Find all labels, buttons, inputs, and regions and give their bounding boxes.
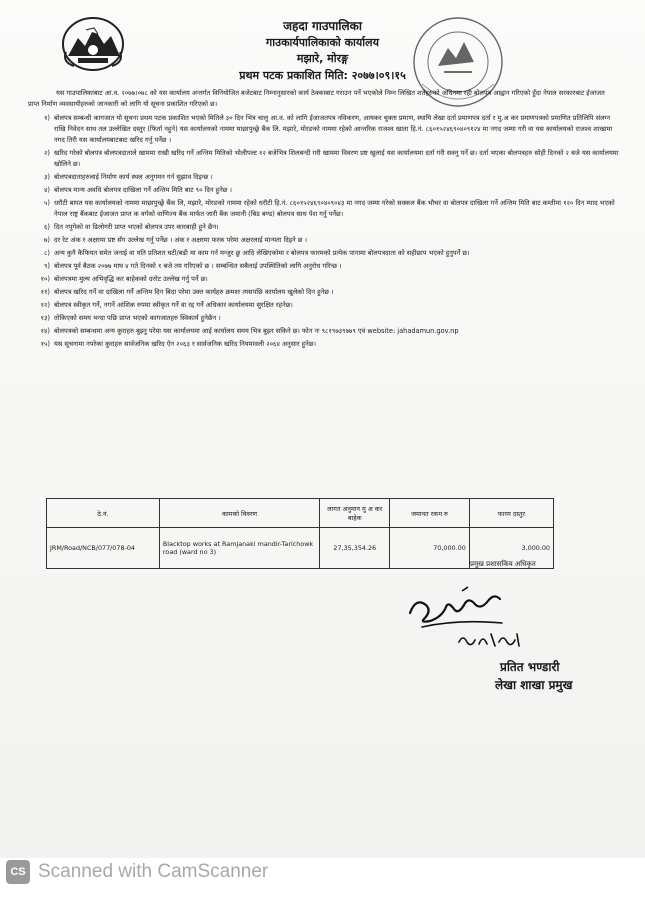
condition-text: अन्य कुनै कैफियत समेत जनाई वा यति प्रतिशत घटी/बढी मा काम गर्न मन्जुर छु आदि लेखिएकोमा र बोलपत्र फारमको प्रत्येक पानामा बोलपत्रदाता को सहीछाप भएको हुनुपर्ने छ। [54, 249, 470, 257]
condition-text: बोलपत्र स्वीकृत गर्ने, नगर्ने आंशिक रुपमा स्वीकृत गर्ने वा रद्द गर्ने अधिकार कार्यालयमा सुरक्षित रहनेछ। [54, 301, 293, 309]
condition-text: धरौटी बापत यस कार्यालयको नाममा माछापुच्छ्रे बैंक लि, मझारे, मोरङको नाममा रहेको धरौटी हि.नं. ८६०१५२४६९०४०९०४३ मा नगद जम्मा गरेको सक्कल बैंक भौचर वा बोलपत्र दाखिला गर्ने अन्तिम मिति बाट कम्तीमा १२० दिन म्याद भएको नेपाल राष्ट्र बैंकबाट ईजाजत प्राप्त क वर्गको वाणिज्य बैंक मार्फत जारी बैंक जमानी (बिड बण्ड) बोलपत्र साथ पेश गर्नु पर्नेछ। [54, 199, 615, 218]
cell-description: Blacktop works at Ramjanaki mandir-Tarichowk road (ward no 3) [159, 528, 319, 569]
condition-item [28, 313, 620, 324]
condition-text: बोलपत्र पूर्व बैठक २०७७ माघ ४ गते दिनको १ बजे तय गरिएको छ । सम्बन्धित सबैलाई उपस्थितिको लागि अनुरोध गरिन्छ । [54, 262, 342, 270]
condition-item [28, 222, 620, 233]
table-header-row [47, 499, 554, 528]
condition-item [28, 274, 620, 285]
condition-text: खरिद गरेको बोलपत्र बोलपत्रदाताले खाममा राखी खरिद गर्ने अन्तिम मितिको भोलीपल्ट १२ बजेभित्र शिलबन्दी गरी खाममा विवरण प्रष्ट खुलाई यस कार्यालयमा दर्ता गरी सक्नु पर्ने छ। दर्ता भएका बोलपत्रहरु सोही दिनको २ बजे यस कार्यालयमा खोलिने छ। [54, 149, 619, 168]
condition-number: १२) [40, 301, 50, 309]
conditions-list [28, 113, 620, 352]
cell-fee: 3,000.00 [469, 528, 553, 569]
condition-text: बोलपत्र सम्बन्धी कागजात यो सूचना प्रथम पटक प्रकाशित भएको मितिले ३० दिन भित्र चालु आ.व. को लागि ईजाजतपत्र नविकरण, आयकर चुक्ता प्रमाण, स्थायि लेखा दर्ता प्रमाणपत्र दर्ता र मु.अ कर प्रमाणपत्रको प्रमाणित प्रतिलिपि संलग्न राखि निवेदन साथ तल उल्लेखित दस्तुर (फिर्ता नहुने) यस कार्यालयको नाममा माछापुच्छ्रे बैंक लि. मझारे, मोरङको नाममा रहेको आन्तरिक राजश्व खाता हि.नं. ८६०१५२४६९०४०९१२४ मा नगद जम्मा गरी वा यस कार्यालयको राजश्व शाखामा नगद तिरी यस कार्यालयबाटबाट खरिद गर्नु पर्नेछ । [54, 114, 613, 144]
condition-item [28, 287, 620, 298]
condition-text: बोलपत्रमा मुल्य अभिवृद्धि कर बाहेकको दररेट उल्लेख गर्नु पर्ने छ। [54, 275, 208, 283]
condition-number: ८) [43, 249, 50, 257]
scanner-watermark-text: Scanned with CamScanner [38, 861, 269, 882]
condition-item [28, 339, 620, 350]
condition-item [28, 113, 620, 146]
condition-item [28, 300, 620, 311]
condition-text: बोलपत्र खरिद गर्ने वा दाखिला गर्ने अन्तिम दिन बिदा परेमा उक्त कार्यहरु क्रमशः त्यसपछि कार्यालय खुलेको दिन हुनेछ । [54, 288, 334, 296]
office-address: मझारे, मोरङ्ग [296, 52, 349, 65]
col-header-security: जमानत रकम रु [390, 499, 469, 528]
condition-text: बोलपत्र मान्य अवधि बोलपत्र दाखिला गर्ने अन्तिम मिति बाट ९० दिन हुनेछ । [54, 186, 232, 194]
condition-text: दित नपुगेको वा ढिलोगरी प्राप्त भएको बोलपत्र उपर कारबाही हुने छैन। [54, 223, 219, 231]
condition-number: ११) [40, 288, 50, 296]
condition-item [28, 248, 620, 259]
condition-number: ४) [43, 186, 50, 194]
col-header-fee: फारम दस्तुर [469, 499, 553, 528]
camscanner-icon: CS [6, 860, 30, 884]
signature-date-handwritten [455, 630, 525, 650]
intro-paragraph: यस गाउपालिकाबाट आ.व. २०७७।०७८ को यस कार्यालय अन्तर्गत विनियोजित बजेटबाट निम्नानुसारको कार्य ठेक्काबाट गराउन पर्ने भएकोले निम्न लिखित शर्तहरुको अधिनमा रही बोलपत्र आह्वान गरिएको हुँदा नेपाल सरकारबाट ईजाजत प्राप्त निर्माण व्यवसायीहरुको जानकारी को लागि यो सूचना प्रकाशित गरिएको छ। [28, 89, 605, 108]
condition-number: ७) [43, 236, 50, 244]
condition-item [28, 185, 620, 196]
condition-number: १४) [40, 327, 50, 335]
publish-date-line: प्रथम पटक प्रकाशित मिति: २०७७।०९।१५ [239, 69, 406, 82]
signatory-name: प्रतित भण्डारी [500, 660, 560, 674]
office-name: गाउकार्यपालिकाको कार्यालय [266, 36, 379, 49]
condition-number: २) [43, 149, 50, 157]
condition-number: १) [43, 114, 50, 122]
condition-item [28, 261, 620, 272]
condition-item [28, 198, 620, 220]
condition-text: बोलपत्रको सम्बन्धमा अन्य कुराहरु बुझ्नु परेमा यस कार्यालयमा आई कार्यालय समय भित्र बुझ्न सकिने छ। फोन नः ९८१९७३९७७९ एवं website: jahadamun.gov.np [54, 327, 459, 335]
col-header-description: कामको विवरण [159, 499, 319, 528]
condition-item [28, 148, 620, 170]
condition-item [28, 235, 620, 246]
condition-number: ५) [43, 199, 50, 207]
municipality-name: जहदा गाउपालिका [283, 19, 362, 33]
signatory-role: लेखा शाखा प्रमुख [495, 678, 573, 692]
condition-text: यस सूचनामा नपरेका कुराहरु सार्वजनिक खरिद ऐन २०६३ र सार्वजनिक खरिद नियमावली २०६४ अनुसार हुनेछ। [54, 340, 316, 348]
tender-table [46, 498, 554, 569]
condition-number: १३) [40, 314, 50, 322]
condition-text: तोकिएको समय भन्दा पछि प्राप्त भएको कागजातहरु स्विकार्य हुनेछैन । [54, 314, 221, 322]
cell-security: 70,000.00 [390, 528, 469, 569]
condition-number: १५) [40, 340, 50, 348]
condition-item [28, 172, 620, 183]
col-header-cost-estimate: लागत अनुमान मु अ कर बाहेक [320, 499, 390, 528]
condition-item [28, 326, 620, 337]
chief-officer-title: प्रमुख प्रशासकिय अधिकृत [470, 560, 536, 568]
condition-number: ६) [43, 223, 50, 231]
col-header-contract-no: ठे.नं. [47, 499, 160, 528]
condition-text: बोलपत्रदाताहरुलाई निर्माण कार्य स्थल अनुगमन गर्न सुझाव दिइन्छ । [54, 173, 213, 181]
cell-contract-no: JRM/Road/NCB/077/078-04 [47, 528, 160, 569]
condition-number: १०) [40, 275, 50, 283]
condition-text: दर रेट अंक र अक्षरमा प्रष्ट सँग उल्लेख गर्नु पर्नेछ । अंक र अक्षरमा फरक परेमा अक्षरलाई मान्यता दिइने छ । [54, 236, 308, 244]
cell-cost-estimate: 27,35,354.26 [320, 528, 390, 569]
condition-number: ९) [43, 262, 50, 270]
condition-number: ३) [43, 173, 50, 181]
